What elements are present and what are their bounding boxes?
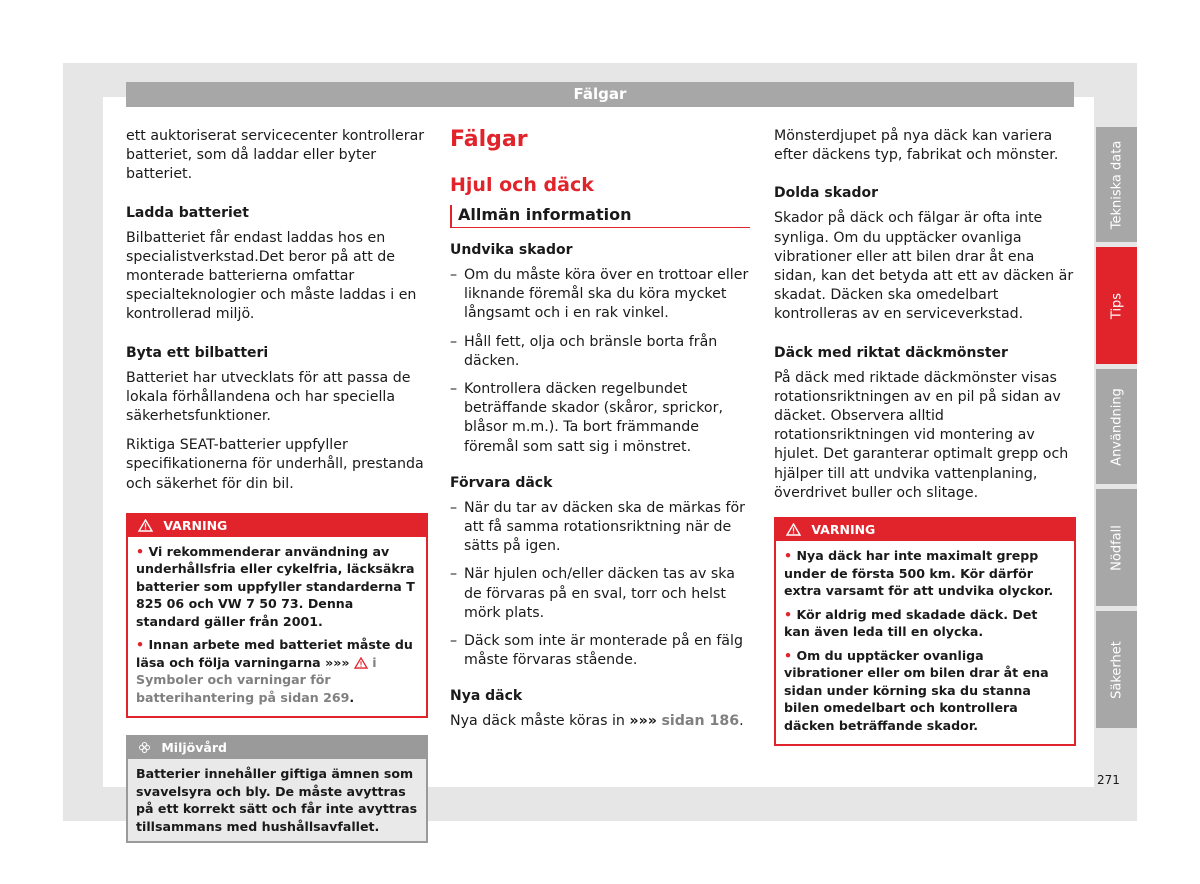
subsection-heading: Allmän information (450, 205, 750, 228)
tab-label: Säkerhet (1109, 640, 1124, 699)
section-title: Byta ett bilbatteri (126, 344, 269, 361)
section-title: Ladda batteriet (126, 204, 249, 221)
warning-text: Innan arbete med batteriet måste du läsa och följa varningarna (136, 637, 413, 670)
tab-label: Användning (1109, 387, 1124, 466)
page-reference-link[interactable]: i Symboler och varningar för batterihantering på sidan 269 (136, 654, 377, 705)
section-text: På däck med riktade däckmönster visas rotationsriktningen av en pil på sidan av däcket. Observera alltid rotationsriktningen vid montering av hjulet. Det garanterar optimalt grepp och hjälper till att undvika vattenplaning, överdrivet buller och slitage. (774, 369, 1069, 501)
warning-icon (138, 519, 153, 532)
environment-box (126, 735, 428, 843)
section-text (450, 712, 752, 731)
list-item: – När du tar av däcken ska de märkas för att få samma rotationsriktning när de sätts på igen. (450, 499, 752, 557)
list-item: – Om du måste köra över en trottoar eller liknande föremål ska du köra mycket långsamt och i en rak vinkel. (450, 266, 752, 324)
page-header: Fälgar (126, 82, 1074, 107)
warning-item (784, 606, 1066, 641)
environment-text: Batterier innehåller giftiga ämnen som svavelsyra och bly. De måste avyttras på ett korrekt sätt och får inte avyttras tillsammans med hushållsavfallet. (128, 759, 426, 841)
list-item: – Håll fett, olja och bränsle borta från däcken. (450, 333, 752, 371)
warning-box (774, 517, 1076, 746)
tab-sakerhet[interactable] (1096, 611, 1137, 728)
warning-text: Om du upptäcker ovanliga vibrationer eller om bilen drar åt ena sidan under körning ska du stanna bilen omedelbart och kontrollera däcken beträffande skador. (784, 647, 1049, 733)
bullet-icon: • (784, 548, 793, 564)
section-title: Nya däck (450, 688, 523, 705)
bullet-icon: • (784, 606, 793, 622)
environment-label: Miljövård (161, 740, 227, 756)
page-reference-link[interactable]: sidan 186 (661, 713, 740, 730)
section-heading: Hjul och däck (450, 174, 594, 196)
bullet-icon: • (136, 543, 145, 559)
bullet-icon: • (136, 637, 145, 653)
list-item: – Däck som inte är monterade på en fälg måste förvaras stående. (450, 632, 752, 670)
warning-icon (786, 523, 801, 536)
punctuation: . (349, 689, 355, 705)
list-item: – När hjulen och/eller däcken tas av ska de förvaras på en sval, torr och helst mörk plats. (450, 565, 752, 623)
section-title: Däck med riktat däckmönster (774, 344, 1008, 361)
warning-text: Kör aldrig med skadade däck. Det kan även leda till en olycka. (784, 606, 1038, 640)
list-item: – Kontrollera däcken regelbundet beträffande skador (skåror, sprickor, blåsor m.m.). Ta bort främmande föremål som satt sig i mönstret. (450, 380, 752, 457)
section-text: Batteriet har utvecklats för att passa de lokala förhållandena och har speciella säkerhetsfunktioner. (126, 369, 411, 425)
warning-item (784, 647, 1066, 735)
warning-triangle-icon (354, 657, 368, 669)
section-title: Dolda skador (774, 185, 879, 202)
environment-header (128, 737, 426, 759)
warning-header (128, 515, 426, 537)
tab-tips[interactable] (1096, 247, 1137, 364)
flower-icon (138, 741, 151, 754)
warning-text: Nya däck har inte maximalt grepp under de första 500 km. Kör därför extra varsamt för att undvika olyckor. (784, 548, 1054, 599)
tab-anvandning[interactable] (1096, 369, 1137, 484)
tab-tekniska-data[interactable] (1096, 127, 1137, 242)
cross-reference-arrows-icon: »»» (629, 713, 657, 730)
section-text: Riktiga SEAT-batterier uppfyller specifikationerna för underhåll, prestanda och säkerhet för din bil. (126, 437, 424, 492)
warning-item (136, 636, 418, 706)
intro-text: Mönsterdjupet på nya däck kan variera efter däckens typ, fabrikat och mönster. (774, 128, 1059, 164)
tab-label: Tekniska data (1109, 140, 1124, 229)
warning-text: Vi rekommenderar användning av underhållsfria eller cykelfria, läcksäkra batterier som uppfyller standarderna T 825 06 och VW 7 50 73. Denna standard gäller från 2001. (136, 543, 415, 629)
bullet-icon: • (784, 647, 793, 663)
warning-item (784, 547, 1066, 600)
page-number: 271 (1097, 773, 1120, 787)
section-text: Bilbatteriet får endast laddas hos en specialistverkstad.Det beror på att de monterade batterierna omfattar specialteknologier och måste laddas i en kontrollerad miljö. (126, 229, 417, 323)
column-3 (774, 127, 1076, 746)
punctuation: . (739, 713, 744, 730)
chapter-title: Fälgar (450, 127, 528, 152)
section-text: Skador på däck och fälgar är ofta inte synliga. Om du upptäcker ovanliga vibrationer eller att bilen drar åt ena sidan, kan det betyda att ett av däcken är skadat. Däcken ska omedelbart kontrolleras av en serviceverkstad. (774, 210, 1074, 323)
tab-nodfall[interactable] (1096, 489, 1137, 606)
column-1 (126, 127, 428, 843)
section-title: Förvara däck (450, 474, 553, 491)
warning-box (126, 513, 428, 719)
tab-label: Nödfall (1109, 524, 1124, 571)
intro-text: ett auktoriserat servicecenter kontrollerar batteriet, som då laddar eller byter batteriet. (126, 128, 425, 183)
section-title: Undvika skador (450, 242, 573, 258)
warning-body (128, 537, 426, 717)
warning-label: VARNING (811, 522, 876, 538)
cross-reference-arrows-icon: »»» (325, 654, 350, 670)
section-text-body: Nya däck måste köras in (450, 713, 625, 730)
column-2 (450, 127, 752, 742)
warning-label: VARNING (163, 517, 228, 533)
warning-body (776, 541, 1074, 744)
warning-item (136, 543, 418, 631)
warning-header (776, 519, 1074, 541)
tab-label: Tips (1109, 292, 1124, 319)
